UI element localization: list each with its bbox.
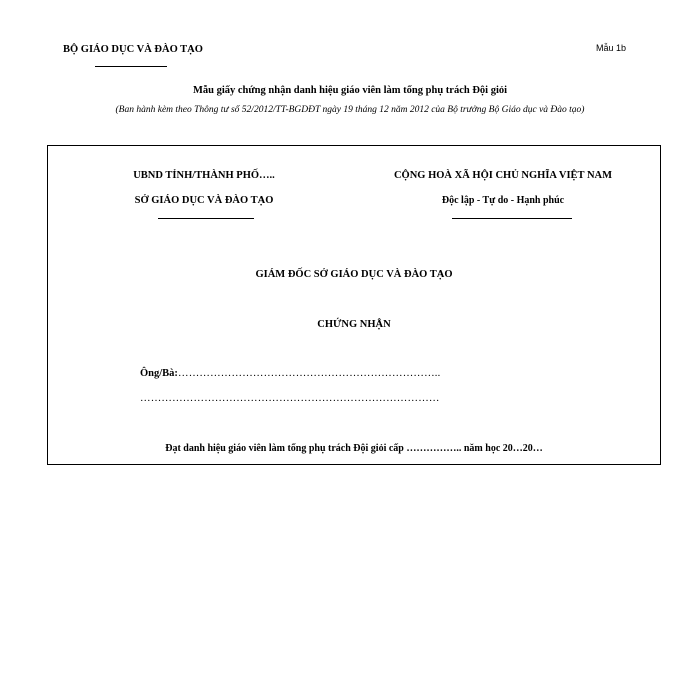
issuer-underline bbox=[158, 218, 254, 219]
form-title: Mẫu giấy chứng nhận danh hiệu giáo viên làm tổng phụ trách Đội giỏi bbox=[192, 85, 508, 96]
nation-name: CỘNG HOÀ XÃ HỘI CHỦ NGHĨA VIỆT NAM bbox=[393, 170, 613, 181]
name-label: Ông/Bà: bbox=[140, 368, 178, 379]
national-motto: Độc lập - Tự do - Hạnh phúc bbox=[441, 195, 565, 206]
certificate-title: CHỨNG NHẬN bbox=[317, 319, 391, 330]
motto-underline bbox=[452, 218, 572, 219]
ministry-name: BỘ GIÁO DỤC VÀ ĐÀO TẠO bbox=[63, 44, 203, 55]
ministry-underline bbox=[95, 66, 167, 67]
form-code: Mẫu 1b bbox=[596, 43, 627, 53]
certificate-frame bbox=[47, 145, 661, 465]
issuer-department: SỞ GIÁO DỤC VÀ ĐÀO TẠO bbox=[134, 195, 274, 206]
blank-line: ………………………………………………………………………… bbox=[140, 393, 440, 404]
director-title: GIÁM ĐỐC SỞ GIÁO DỤC VÀ ĐÀO TẠO bbox=[255, 269, 453, 280]
name-blank: ……………………………………………………………….. bbox=[178, 368, 441, 379]
issuer-province: UBND TỈNH/THÀNH PHỐ….. bbox=[133, 170, 275, 181]
decree-note: (Ban hành kèm theo Thông tư số 52/2012/TT-BGDĐT ngày 19 tháng 12 năm 2012 của Bộ trưởng Bộ Giáo dục và Đào tạo) bbox=[115, 105, 585, 115]
achievement-text: Đạt danh hiệu giáo viên làm tổng phụ trách Đội giỏi cấp …………….. năm học 20…20… bbox=[165, 443, 543, 454]
